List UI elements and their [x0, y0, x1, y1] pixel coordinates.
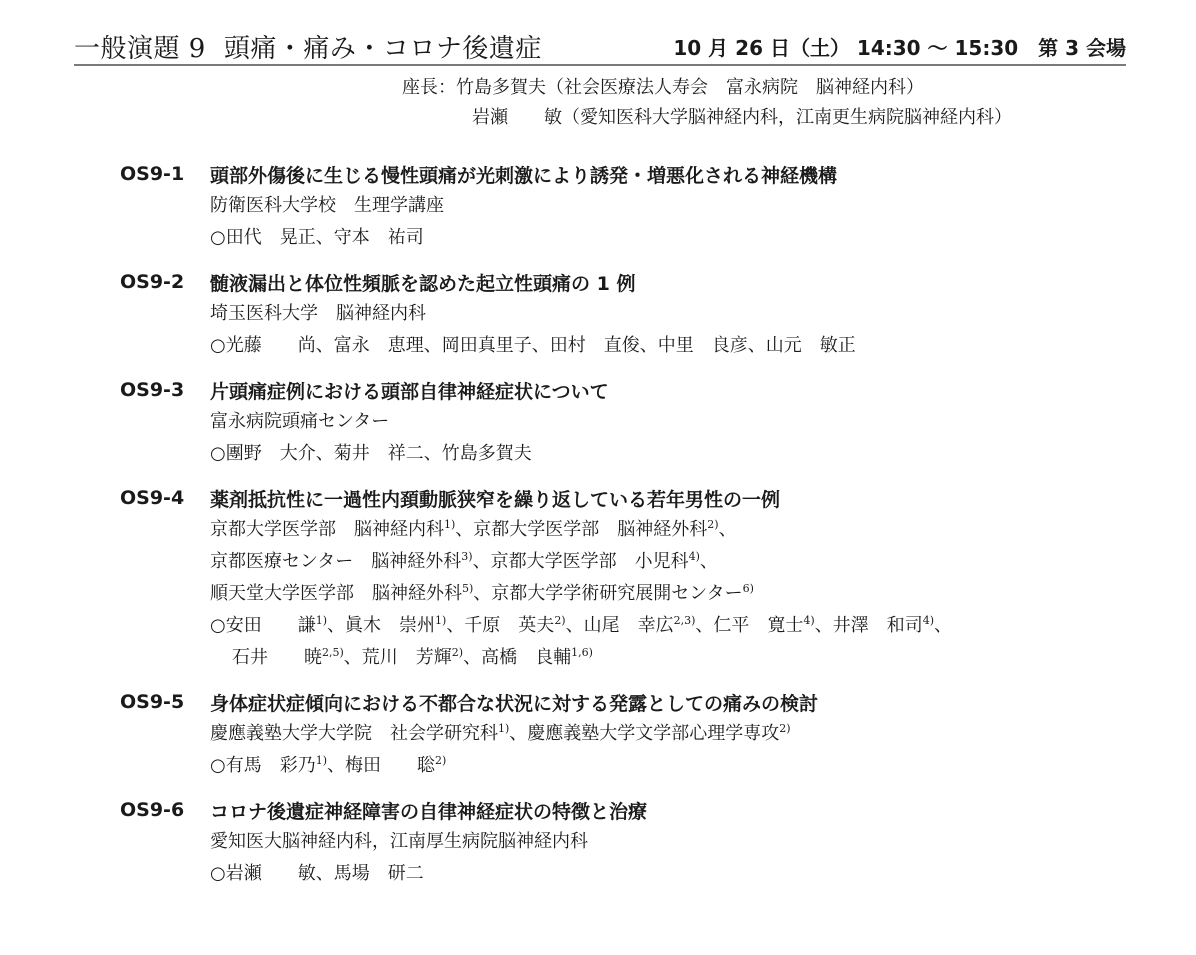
talk-id: OS9-1 [120, 163, 185, 185]
session-title [74, 28, 542, 65]
author-mark: 2) [435, 754, 447, 767]
author-name: 、山尾 幸広 [565, 615, 674, 636]
talk-heading [120, 158, 1140, 190]
author-mark: 4) [922, 614, 934, 627]
talk-title: 薬剤抵抗性に一過性内頚動脈狭窄を繰り返している若年男性の一例 [210, 488, 781, 511]
author-mark: 4) [803, 614, 815, 627]
author-mark: 1) [315, 754, 328, 767]
talk-title: 頭部外傷後に生じる慢性頭痛が光刺激により誘発・増悪化される神経機構 [210, 164, 838, 187]
affiliation-mark: 1) [498, 722, 510, 735]
talk-heading [120, 794, 1140, 826]
talk-id: OS9-5 [120, 691, 185, 713]
talk-id: OS9-3 [120, 379, 185, 401]
author-name: 、梅田 聡 [327, 755, 436, 776]
affiliation-text: 京都大学医学部 脳神経内科 [210, 519, 444, 540]
affiliation-text: 京都医療センター 脳神経外科 [210, 551, 462, 572]
affiliation-mark: 2) [779, 722, 791, 735]
talk-list [120, 158, 1140, 902]
talk-authors: ○光藤 尚、富永 恵理、岡田真里子、田村 直俊、中里 良彦、山元 敏正 [210, 335, 856, 356]
talk-id: OS9-4 [120, 487, 185, 509]
affiliation-text: 、京都大学医学部 脳神経外科 [455, 519, 708, 540]
talk-os9-3 [120, 374, 1140, 470]
session-date-time: 10 月 26 日（土） 14:30 ～ 15:30 第 3 会場 [673, 36, 1126, 60]
talk-title: 片頭痛症例における頭部自律神経症状について [210, 380, 609, 403]
author-mark: 2) [451, 646, 464, 659]
talk-authors: ○團野 大介、菊井 祥二、竹島多賀夫 [210, 443, 532, 464]
talk-id: OS9-2 [120, 271, 185, 293]
talk-id: OS9-6 [120, 799, 185, 821]
chair-row-1 [402, 73, 1012, 103]
talk-os9-2 [120, 266, 1140, 362]
chair-1: 竹島多賀夫（社会医療法人寿会 富永病院 脳神経内科） [456, 77, 924, 98]
affiliation-text: 順天堂大学医学部 脳神経外科 [210, 583, 462, 604]
talk-os9-4 [120, 482, 1140, 674]
author-name: ○安田 謙 [210, 615, 316, 636]
talk-heading [120, 482, 1140, 514]
affiliation-text: 、慶應義塾大学文学部心理学専攻 [509, 723, 780, 744]
session-header [74, 24, 1126, 66]
talk-authors [210, 750, 1140, 782]
session-number: 一般演題 9 [74, 34, 206, 64]
talk-affiliation-line-2 [210, 546, 1140, 578]
author-name: 、荒川 芳輝 [343, 647, 452, 668]
affiliation-text: 慶應義塾大学大学院 社会学研究科 [210, 723, 498, 744]
chair-row-2 [402, 103, 1012, 133]
talk-authors: ○岩瀬 敏、馬場 研二 [210, 863, 424, 884]
talk-affiliation: 愛知医大脳神経内科，江南厚生病院脳神経内科 [210, 831, 588, 852]
talk-os9-1 [120, 158, 1140, 254]
talk-authors-line-2 [232, 642, 1140, 674]
author-mark: 1) [435, 614, 447, 627]
affiliation-mark: 6) [742, 582, 754, 595]
talk-title: コロナ後遺症神経障害の自律神経症状の特徴と治療 [210, 800, 648, 823]
author-name: 、千原 英夫 [446, 615, 555, 636]
talk-affiliation-line-1 [210, 514, 1140, 546]
author-name: 石井 暁 [232, 647, 322, 668]
separator: 、 [718, 519, 737, 540]
affiliation-mark: 3) [461, 550, 473, 563]
talk-affiliation [210, 718, 1140, 750]
author-name: 、高橋 良輔 [463, 647, 572, 668]
talk-heading [120, 266, 1140, 298]
author-name: 、仁平 寛士 [695, 615, 804, 636]
author-mark: 2) [554, 614, 566, 627]
author-name: ○有馬 彩乃 [210, 755, 316, 776]
talk-affiliation: 埼玉医科大学 脳神経内科 [210, 303, 426, 324]
separator: 、 [934, 615, 952, 636]
affiliation-text: 、京都大学医学部 小児科 [472, 551, 689, 572]
talk-title: 身体症状症傾向における不都合な状況に対する発露としての痛みの検討 [210, 692, 819, 715]
affiliation-text: 、京都大学学術研究展開センター [473, 583, 743, 604]
talk-title: 髄液漏出と体位性頻脈を認めた起立性頭痛の 1 例 [210, 272, 636, 295]
author-mark: 2,5) [322, 646, 344, 659]
author-mark: 1,6) [571, 646, 593, 659]
talk-heading [120, 374, 1140, 406]
talk-authors: ○田代 晃正、守本 祐司 [210, 227, 424, 248]
talk-affiliation: 富永病院頭痛センター [210, 411, 390, 432]
talk-os9-5 [120, 686, 1140, 782]
talk-authors-line-1 [210, 610, 1140, 642]
author-mark: 1) [315, 614, 328, 627]
chairpersons [402, 73, 1012, 133]
talk-affiliation-line-3 [210, 578, 1140, 610]
author-name: 、眞木 崇州 [327, 615, 436, 636]
talk-heading [120, 686, 1140, 718]
affiliation-mark: 1) [444, 518, 456, 531]
affiliation-mark: 4) [688, 550, 700, 563]
session-topic: 頭痛・痛み・コロナ後遺症 [223, 34, 542, 64]
affiliation-mark: 2) [707, 518, 719, 531]
chair-label: 座長： [402, 77, 456, 98]
affiliation-mark: 5) [462, 582, 474, 595]
talk-affiliation: 防衛医科大学校 生理学講座 [210, 195, 444, 216]
chair-2: 岩瀬 敏（愛知医科大学脳神経内科，江南更生病院脳神経内科） [472, 107, 1012, 128]
author-mark: 2,3) [673, 614, 696, 627]
author-name: 、井澤 和司 [814, 615, 923, 636]
talk-os9-6 [120, 794, 1140, 890]
separator: 、 [699, 551, 718, 572]
